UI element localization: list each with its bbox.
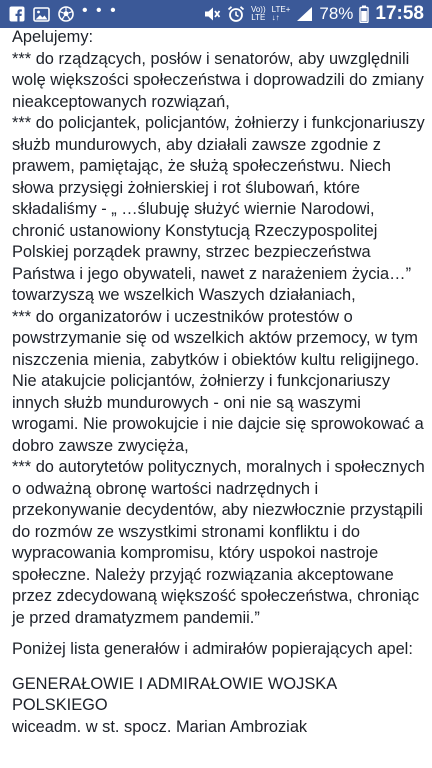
notification-icons [9, 2, 118, 22]
appeal-item-uniformed-services: *** do policjantek, policjantów, żołnierzy i funkcjonariuszy służb mundurowych, aby działali zawsze zgodnie z prawem, pamiętając, że służą społeczeństwu. Niech słowa przysięgi żołnierskiej i rot ślubowań, które składaliśmy - „ …ślubuję służyć wiernie Narodowi, chronić ustanowiony Konstytucją Rzeczypospolitej Polskiej porządek prawny, strzec bezpieczeństwa Państwa i jego obywateli, nawet z narażeniem życia…” towarzyszą we wszelkich Waszych działaniach, [12, 114, 425, 304]
gallery-icon [33, 7, 50, 22]
signatory-entry: wiceadm. w st. spocz. Marian Ambroziak [12, 717, 308, 736]
appeal-item-government: *** do rządzących, posłów i senatorów, aby uwzględnili wolę większości społeczeństwa i doprowadzili do zmiany nieakceptowanych rozwiązań, [12, 49, 424, 111]
battery-icon [359, 5, 369, 23]
more-dots-icon: • • • [82, 2, 118, 19]
clock: 17:58 [375, 3, 424, 24]
network-type-indicator: LTE+ ↓↑ [271, 5, 291, 22]
signatories-intro: Poniżej lista generałów i admirałów popierających apel: [12, 640, 413, 658]
mute-icon [203, 5, 221, 23]
appeal-item-protesters: *** do organizatorów i uczestników protestów o powstrzymanie się od wszelkich aktów przemocy, w tym niszczenia mienia, zabytków i obiektów kultu religijnego. Nie atakujcie policjantów, żołnierzy i funkcjonariuszy innych służb mundurowych - oni nie są waszymi wrogami. Nie prowokujcie i nie dajcie się sprowokować a dobro zawsze zwycięża, [12, 307, 424, 455]
soccer-ball-icon [58, 6, 74, 22]
volte-indicator: Vo)) LTE [250, 5, 266, 22]
alarm-icon [227, 5, 245, 23]
battery-percent: 78% [319, 4, 354, 23]
signatories-heading: GENERAŁOWIE I ADMIRAŁOWIE WOJSKA POLSKIEGO [12, 674, 337, 714]
appeal-item-authorities: *** do autorytetów politycznych, moralnych i społecznych o odważną obronę wartości nadrzędnych i przekonywanie decydentów, aby niezwłocznie przystąpili do rozmów ze wszystkimi stronami konfliktu i do wypracowania kompromisu, który uspokoi nastroje społeczne. Należy przyjąć rozwiązania akceptowane przez zdecydowaną większość społeczeństwa, chroniąc je przed dramatyzmem pandemii.” [12, 458, 425, 627]
appeal-heading: Apelujemy: [12, 28, 94, 46]
facebook-icon [9, 6, 25, 22]
system-icons [203, 3, 424, 25]
post-content [0, 27, 432, 738]
status-bar [0, 0, 432, 28]
signal-icon [296, 6, 313, 22]
